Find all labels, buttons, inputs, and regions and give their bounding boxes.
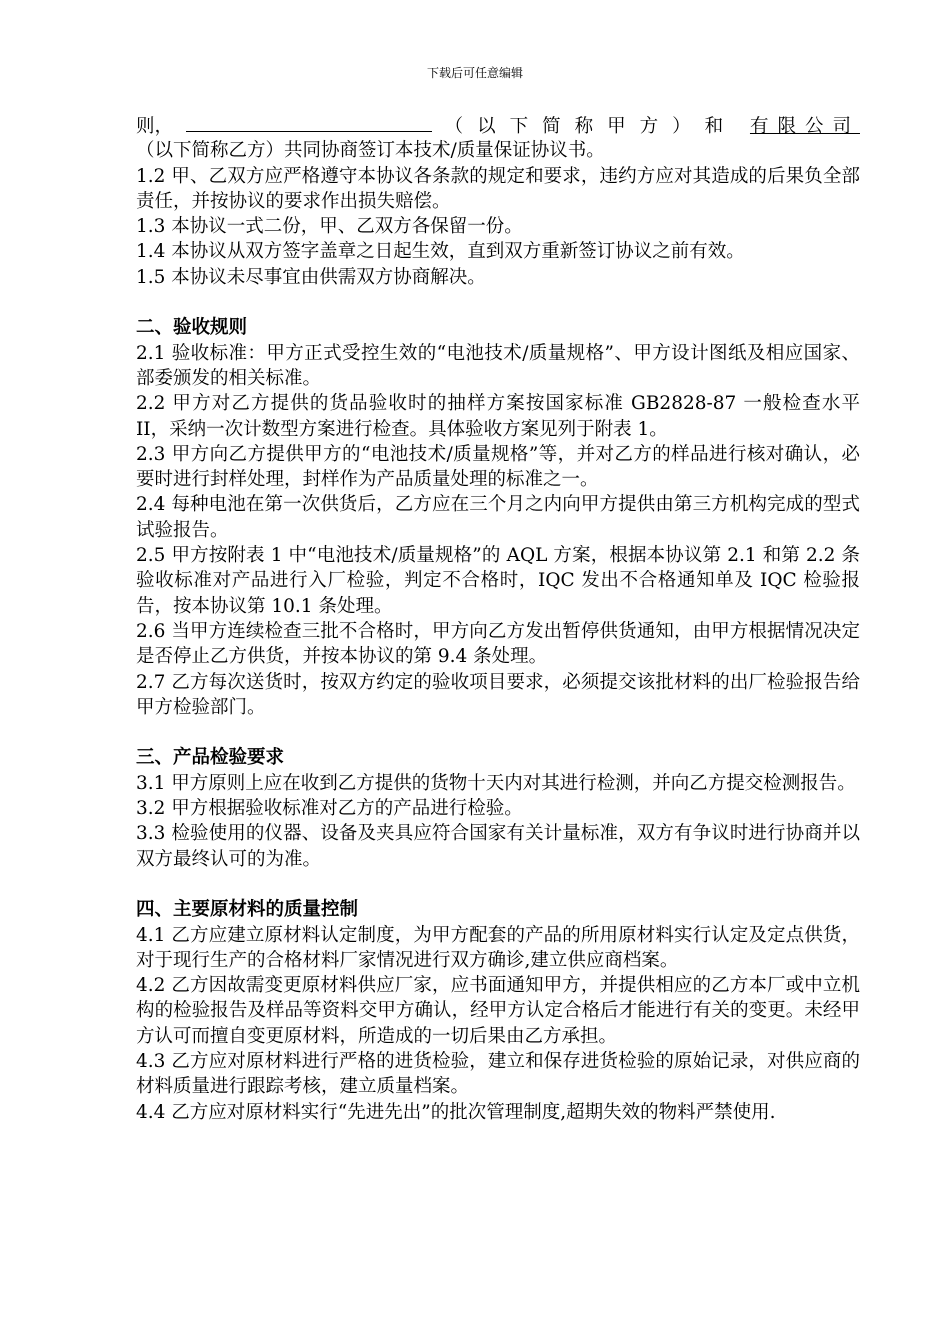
clause-2-3: 2.3 甲方向乙方提供甲方的“电池技术/质量规格”等，并对乙方的样品进行核对确认，必要时进行封样处理，封样作为产品质量处理的标准之一。 <box>136 443 860 491</box>
section-3-title: 三、产品检验要求 <box>136 747 285 769</box>
clause-3-2: 3.2 甲方根据验收标准对乙方的产品进行检验。 <box>136 798 523 820</box>
clause-2-6: 2.6 当甲方连续检查三批不合格时，甲方向乙方发出暂停供货通知，由甲方根据情况决定是否停止乙方供货，并按本协议的第 9.4 条处理。 <box>136 620 860 668</box>
company-name: 有限公司 <box>749 116 860 137</box>
document-body <box>136 113 860 1125</box>
clause-4-2: 4.2 乙方因故需变更原材料供应厂家，应书面通知甲方，并提供相应的乙方本厂或中立机构的检验报告及样品等资料交甲方确认，经甲方认定合格后才能进行有关的变更。未经甲方认可而擅自变更原材料，所造成的一切后果由乙方承担。 <box>136 975 860 1047</box>
page-header: 下载后可任意编辑 <box>426 66 523 80</box>
clause-2-1: 2.1 验收标准：甲方正式受控生效的“电池技术/质量规格”、甲方设计图纸及相应国家、部委颁发的相关标准。 <box>136 342 860 389</box>
intro-middle: （以下简称甲方）和 <box>444 116 738 137</box>
clause-2-2: 2.2 甲方对乙方提供的货品验收时的抽样方案按国家标准 GB2828-87 一般检查水平 II，采纳一次计数型方案进行检查。具体验收方案见列于附表 1。 <box>136 393 860 440</box>
clause-2-5: 2.5 甲方按附表 1 中“电池技术/质量规格”的 AQL 方案，根据本协议第 2.1 和第 2.2 条验收标准对产品进行入厂检验，判定不合格时，IQC 发出不合格通知单及 IQC 检验报告，按本协议第 10.1 条处理。 <box>136 545 860 617</box>
section-2-title: 二、验收规则 <box>136 317 248 339</box>
clause-2-7: 2.7 乙方每次送货时，按双方约定的验收项目要求，必须提交该批材料的出厂检验报告给甲方检验部门。 <box>136 671 860 718</box>
intro-continuation: （以下简称乙方）共同协商签订本技术/质量保证协议书。 <box>136 140 605 162</box>
clause-1-4: 1.4 本协议从双方签字盖章之日起生效，直到双方重新签订协议之前有效。 <box>136 241 745 263</box>
party-a-blank <box>186 113 432 132</box>
intro-line <box>136 113 860 138</box>
clause-1-5: 1.5 本协议未尽事宜由供需双方协商解决。 <box>136 266 486 288</box>
clause-4-4: 4.4 乙方应对原材料实行“先进先出”的批次管理制度,超期失效的物料严禁使用. <box>136 1101 776 1123</box>
clause-2-4: 2.4 每种电池在第一次供货后，乙方应在三个月之内向甲方提供由第三方机构完成的型式试验报告。 <box>136 494 860 541</box>
intro-prefix: 则， <box>136 116 174 137</box>
clause-3-1: 3.1 甲方原则上应在收到乙方提供的货物十天内对其进行检测，并向乙方提交检测报告。 <box>136 772 856 794</box>
clause-3-3: 3.3 检验使用的仪器、设备及夹具应符合国家有关计量标准，双方有争议时进行协商并以双方最终认可的为准。 <box>136 823 860 870</box>
clause-4-1: 4.1 乙方应建立原材料认定制度，为甲方配套的产品的所用原材料实行认定及定点供货，对于现行生产的合格材料厂家情况进行双方确诊,建立供应商档案。 <box>136 924 860 971</box>
clause-1-2: 1.2 甲、乙双方应严格遵守本协议各条款的规定和要求，违约方应对其造成的后果负全部责任，并按协议的要求作出损失赔偿。 <box>136 165 860 212</box>
section-4-title: 四、主要原材料的质量控制 <box>136 899 359 921</box>
clause-4-3: 4.3 乙方应对原材料进行严格的进货检验，建立和保存进货检验的原始记录，对供应商的材料质量进行跟踪考核，建立质量档案。 <box>136 1050 860 1098</box>
clause-1-3: 1.3 本协议一式二份，甲、乙双方各保留一份。 <box>136 216 523 238</box>
